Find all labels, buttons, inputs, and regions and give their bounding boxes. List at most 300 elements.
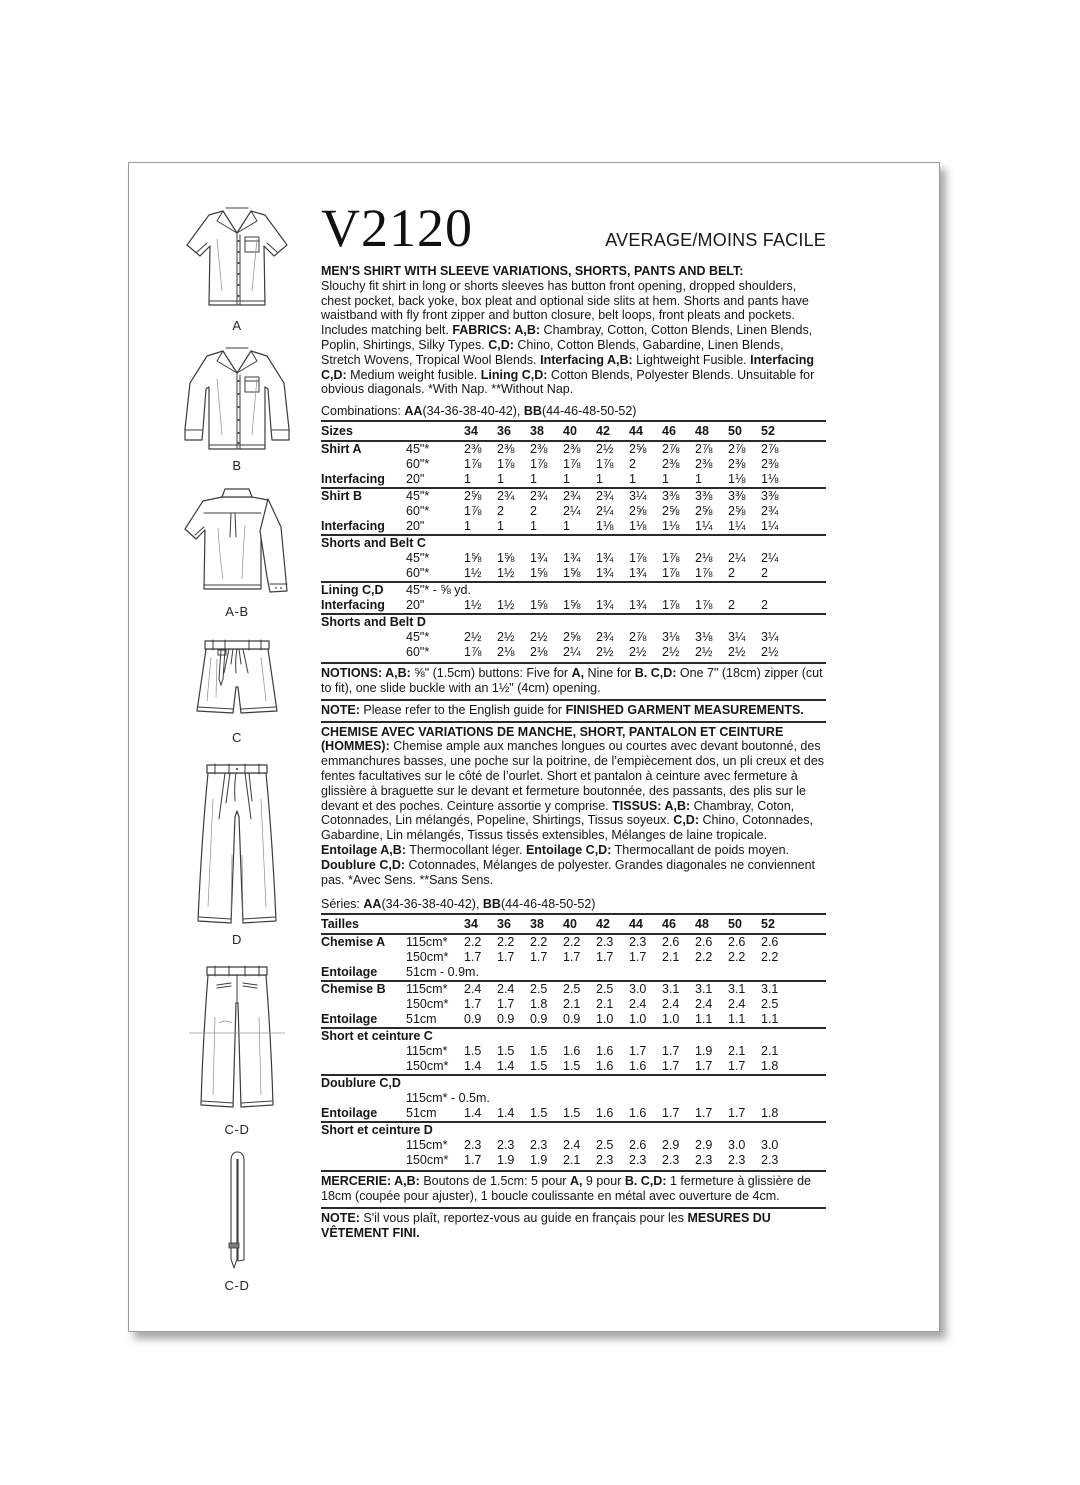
row-label bbox=[321, 997, 406, 1012]
yardage-value: 1.7 bbox=[563, 950, 581, 965]
yardage-value: 2⅝ bbox=[662, 504, 680, 519]
yardage-value: 2.3 bbox=[629, 1153, 647, 1168]
yardage-value: 2⅞ bbox=[629, 630, 647, 645]
yardage-value: 2⅛ bbox=[695, 551, 713, 566]
yardage-value: 1.0 bbox=[662, 1012, 680, 1027]
figure-shirt-back bbox=[173, 483, 301, 619]
yardage-value: 1⅝ bbox=[530, 566, 548, 581]
section-label: Doublure C,D bbox=[321, 1076, 401, 1091]
yardage-value: 2⅝ bbox=[464, 489, 482, 504]
row-label: Interfacing bbox=[321, 472, 385, 487]
fabric-width: 20" bbox=[406, 598, 425, 613]
yardage-value: 2.1 bbox=[761, 1044, 779, 1059]
table-row bbox=[321, 504, 826, 519]
yardage-value: 2.5 bbox=[530, 982, 548, 997]
yardage-value: 1¾ bbox=[596, 598, 614, 613]
yardage-value: 1⅞ bbox=[695, 566, 713, 581]
text-run: AA bbox=[363, 897, 382, 912]
yardage-value: 1⅛ bbox=[629, 519, 647, 534]
row-label: Shirt A bbox=[321, 442, 362, 457]
yardage-value: 2.5 bbox=[563, 982, 581, 997]
yardage-value: 2 bbox=[530, 504, 537, 519]
yardage-value: 2.3 bbox=[596, 1153, 614, 1168]
yardage-value: 3.0 bbox=[629, 982, 647, 997]
text-run: Lightweight Fusible. bbox=[632, 352, 751, 367]
table-row bbox=[321, 1106, 826, 1121]
yardage-value: 0.9 bbox=[530, 1012, 548, 1027]
yardage-value: 1⅝ bbox=[530, 598, 548, 613]
yardage-value: 1¾ bbox=[596, 551, 614, 566]
yardage-value: 2.1 bbox=[596, 997, 614, 1012]
table-row bbox=[321, 1091, 826, 1106]
yardage-value: 1¾ bbox=[530, 551, 548, 566]
french-yardage-table bbox=[321, 913, 826, 1172]
size-column-header: 50 bbox=[728, 424, 742, 439]
yardage-value: 1.5 bbox=[563, 1059, 581, 1074]
text-run: Chino, Cotton Blends, Gabardine, Linen Blends, Stretch Wovens, Tropical Wool Blends. bbox=[321, 337, 784, 367]
table-row bbox=[321, 519, 826, 534]
fabric-width: 115cm* bbox=[406, 1138, 448, 1153]
row-text: 115cm* - 0.5m. bbox=[406, 1091, 490, 1106]
text-run: 1 fermeture à glissière de 18cm (coupée pour ajuster), 1 boucle coulissante en métal avec ouverture de 4cm. bbox=[321, 1174, 812, 1204]
yardage-value: 1⅞ bbox=[662, 566, 680, 581]
yardage-value: 1.7 bbox=[530, 950, 548, 965]
yardage-value: 2 bbox=[728, 598, 735, 613]
yardage-value: 2.3 bbox=[596, 935, 614, 950]
text-run: C,D: bbox=[488, 337, 514, 352]
yardage-value: 3⅜ bbox=[761, 489, 779, 504]
row-label: Entoilage bbox=[321, 1012, 378, 1027]
yardage-value: 2.2 bbox=[728, 950, 746, 965]
yardage-value: 1.5 bbox=[464, 1044, 482, 1059]
table-row bbox=[321, 950, 826, 965]
yardage-value: 2 bbox=[761, 598, 768, 613]
yardage-value: 2.3 bbox=[530, 1138, 548, 1153]
size-column-header: 46 bbox=[662, 424, 676, 439]
yardage-value: 1.7 bbox=[497, 950, 515, 965]
yardage-value: 3.1 bbox=[695, 982, 713, 997]
row-label: Chemise B bbox=[321, 982, 386, 997]
yardage-value: 2⅞ bbox=[761, 442, 779, 457]
fabric-width: 45"* bbox=[406, 489, 430, 504]
text-run: FINISHED GARMENT MEASUREMENTS. bbox=[565, 702, 804, 717]
shirt-long-sleeve-front-illustration bbox=[173, 343, 301, 457]
text-run: BB bbox=[482, 897, 501, 912]
english-description bbox=[321, 264, 826, 397]
text-run: B. C,D: bbox=[624, 1174, 667, 1189]
yardage-value: 2 bbox=[497, 504, 504, 519]
text-run: 9 pour bbox=[582, 1174, 625, 1189]
size-header-label: Tailles bbox=[321, 917, 359, 932]
yardage-value: 1⅞ bbox=[629, 551, 647, 566]
yardage-value: 1⅛ bbox=[662, 519, 680, 534]
yardage-value: 0.9 bbox=[497, 1012, 515, 1027]
yardage-value: 1.5 bbox=[497, 1044, 515, 1059]
yardage-value: 2.6 bbox=[728, 935, 746, 950]
belt-illustration bbox=[205, 1147, 269, 1277]
figure-pants-back bbox=[173, 957, 301, 1137]
yardage-value: 2.5 bbox=[596, 982, 614, 997]
yardage-value: 2¾ bbox=[563, 489, 581, 504]
yardage-value: 1.7 bbox=[464, 997, 482, 1012]
fabric-width: 150cm* bbox=[406, 997, 449, 1012]
yardage-value: 1.7 bbox=[464, 950, 482, 965]
yardage-value: 2¼ bbox=[728, 551, 746, 566]
yardage-value: 2⅜ bbox=[464, 442, 482, 457]
yardage-value: 2.6 bbox=[761, 935, 779, 950]
row-label bbox=[321, 645, 406, 660]
yardage-value: 1⅛ bbox=[596, 519, 614, 534]
row-label: Lining C,D bbox=[321, 583, 384, 598]
table-row bbox=[321, 1027, 826, 1044]
figure-pants bbox=[173, 755, 301, 947]
text-run: Entoilage C,D: bbox=[525, 842, 612, 857]
text-run: Thermocollant léger. bbox=[405, 842, 526, 857]
yardage-value: 3¼ bbox=[761, 630, 779, 645]
yardage-value: 1.8 bbox=[761, 1106, 779, 1121]
size-column-header: 50 bbox=[728, 917, 742, 932]
figure-label: A bbox=[232, 318, 242, 333]
fabric-width: 150cm* bbox=[406, 1153, 449, 1168]
figure-shorts bbox=[173, 629, 301, 745]
row-label bbox=[321, 504, 406, 519]
shirt-back-view-illustration bbox=[173, 483, 301, 603]
yardage-value: 2.3 bbox=[728, 1153, 746, 1168]
yardage-value: 3⅜ bbox=[695, 489, 713, 504]
table-row bbox=[321, 457, 826, 472]
yardage-value: 2.3 bbox=[761, 1153, 779, 1168]
text-run: S'il vous plaît, reportez-vous au guide en français pour les bbox=[359, 1210, 688, 1225]
yardage-value: 1⅝ bbox=[563, 566, 581, 581]
table-row bbox=[321, 472, 826, 487]
text-run: Nine for bbox=[584, 666, 635, 681]
yardage-value: 0.9 bbox=[464, 1012, 482, 1027]
figure-belt bbox=[205, 1147, 269, 1293]
fabric-width: 51cm bbox=[406, 1106, 437, 1121]
text-run: Séries: bbox=[321, 897, 364, 912]
fabric-width: 20" bbox=[406, 472, 425, 487]
row-label: Entoilage bbox=[321, 965, 378, 980]
figure-label: D bbox=[232, 932, 242, 947]
yardage-value: 1⅞ bbox=[662, 551, 680, 566]
fabric-width: 115cm* bbox=[406, 935, 448, 950]
text-run: Chambray, Cotton, Cotton Blends, Linen Blends, Poplin, Shirtings, Silky Types. bbox=[321, 323, 813, 352]
text-run: AA bbox=[404, 404, 423, 419]
garment-views-column bbox=[153, 201, 321, 1331]
yardage-value: 1 bbox=[695, 472, 702, 487]
yardage-value: 1.5 bbox=[530, 1106, 548, 1121]
table-row bbox=[321, 1121, 826, 1138]
table-row bbox=[321, 581, 826, 598]
size-column-header: 40 bbox=[563, 424, 577, 439]
yardage-value: 1½ bbox=[497, 598, 515, 613]
yardage-value: 1.7 bbox=[629, 1044, 647, 1059]
table-row bbox=[321, 965, 826, 980]
table-row bbox=[321, 1074, 826, 1091]
yardage-value: 3.1 bbox=[761, 982, 779, 997]
yardage-value: 2.9 bbox=[662, 1138, 680, 1153]
yardage-value: 1.4 bbox=[464, 1106, 482, 1121]
fabric-width: 115cm* bbox=[406, 982, 448, 997]
text-run: Chambray, Coton, Cotonnades, Lin mélangés, Popeline, Shirtings, Tissus soyeux. bbox=[321, 798, 795, 828]
yardage-value: 2¾ bbox=[596, 630, 614, 645]
table-row bbox=[321, 1153, 826, 1168]
yardage-value: 0.9 bbox=[563, 1012, 581, 1027]
text-run: (44-46-48-50-52) bbox=[541, 404, 637, 419]
yardage-value: 2⅜ bbox=[695, 457, 713, 472]
table-row bbox=[321, 551, 826, 566]
yardage-value: 1¼ bbox=[728, 519, 746, 534]
row-label bbox=[321, 1059, 406, 1074]
text-run: Medium weight fusible. bbox=[346, 367, 481, 382]
yardage-value: 1 bbox=[596, 472, 603, 487]
section-label: Short et ceinture C bbox=[321, 1029, 433, 1044]
figure-label: B bbox=[232, 458, 242, 473]
yardage-value: 2¾ bbox=[596, 489, 614, 504]
yardage-value: 2.3 bbox=[662, 1153, 680, 1168]
yardage-value: 1 bbox=[662, 472, 669, 487]
fabric-width: 45"* bbox=[406, 551, 430, 566]
yardage-value: 1.5 bbox=[530, 1059, 548, 1074]
yardage-value: 2.4 bbox=[728, 997, 746, 1012]
fabric-width: 150cm* bbox=[406, 950, 449, 965]
yardage-value: 1¼ bbox=[695, 519, 713, 534]
yardage-value: 2⅝ bbox=[728, 504, 746, 519]
yardage-value: 2.6 bbox=[629, 1138, 647, 1153]
yardage-value: 1⅞ bbox=[464, 504, 482, 519]
yardage-value: 2½ bbox=[530, 630, 548, 645]
yardage-value: 1⅞ bbox=[563, 457, 581, 472]
yardage-value: 2.2 bbox=[497, 935, 515, 950]
text-run: Boutons de 1.5cm: 5 pour bbox=[419, 1174, 570, 1189]
table-row bbox=[321, 613, 826, 630]
french-combinations bbox=[321, 897, 826, 913]
yardage-value: 1.8 bbox=[530, 997, 548, 1012]
yardage-value: 3⅜ bbox=[728, 489, 746, 504]
table-row bbox=[321, 997, 826, 1012]
table-row bbox=[321, 1059, 826, 1074]
yardage-value: 1⅞ bbox=[530, 457, 548, 472]
table-row bbox=[321, 442, 826, 457]
text-run: (34-36-38-40-42), bbox=[422, 404, 524, 419]
pattern-number: V2120 bbox=[321, 198, 473, 258]
french-note bbox=[321, 1209, 826, 1244]
yardage-value: 1.7 bbox=[728, 1106, 746, 1121]
row-label bbox=[321, 1091, 406, 1106]
yardage-value: 2.1 bbox=[662, 950, 680, 965]
pants-back-view-illustration bbox=[173, 957, 301, 1121]
yardage-value: 2⅛ bbox=[530, 645, 548, 660]
text-run: Slouchy fit shirt in long or shorts sleeves has button front opening, dropped shoulders, chest pocket, back yoke, box pleat and optional side slits at hem. Shorts and pants have waistband with fly front zipper and button closure, belt loops, front pleats and pockets. Includes matching belt. bbox=[321, 278, 809, 338]
shirt-short-sleeve-front-illustration bbox=[173, 201, 301, 317]
row-text: 51cm - 0.9m. bbox=[406, 965, 479, 980]
size-column-header: 52 bbox=[761, 917, 775, 932]
shorts-front-illustration bbox=[173, 629, 301, 729]
yardage-value: 2.9 bbox=[695, 1138, 713, 1153]
pattern-info-column bbox=[321, 198, 826, 1331]
table-row bbox=[321, 487, 826, 504]
yardage-value: 2⅞ bbox=[662, 442, 680, 457]
figure-label: C-D bbox=[224, 1122, 250, 1137]
french-description bbox=[321, 723, 826, 888]
yardage-value: 3.0 bbox=[761, 1138, 779, 1153]
yardage-value: 1.7 bbox=[728, 1059, 746, 1074]
yardage-value: 3.1 bbox=[728, 982, 746, 997]
yardage-value: 1.5 bbox=[563, 1106, 581, 1121]
pants-front-illustration bbox=[173, 755, 301, 931]
figure-shirt-a bbox=[173, 201, 301, 333]
yardage-value: 1¾ bbox=[629, 566, 647, 581]
row-label: Shirt B bbox=[321, 489, 362, 504]
fabric-width: 115cm* bbox=[406, 1044, 448, 1059]
yardage-value: 1 bbox=[563, 519, 570, 534]
yardage-value: 2⅜ bbox=[563, 442, 581, 457]
yardage-value: 1⅝ bbox=[497, 551, 515, 566]
table-cell bbox=[406, 424, 464, 439]
yardage-value: 1 bbox=[464, 519, 471, 534]
yardage-value: 3⅛ bbox=[662, 630, 680, 645]
yardage-value: 2.2 bbox=[563, 935, 581, 950]
yardage-value: 1.7 bbox=[695, 1059, 713, 1074]
yardage-value: 1.6 bbox=[563, 1044, 581, 1059]
yardage-value: 2⅜ bbox=[728, 457, 746, 472]
size-column-header: 52 bbox=[761, 424, 775, 439]
fabric-width: 45"* bbox=[406, 630, 430, 645]
yardage-value: 1 bbox=[530, 519, 537, 534]
yardage-value: 1 bbox=[497, 519, 504, 534]
text-run: Lining C,D: bbox=[480, 367, 548, 382]
yardage-value: 2½ bbox=[728, 645, 746, 660]
yardage-value: 2.3 bbox=[497, 1138, 515, 1153]
yardage-value: 2.5 bbox=[596, 1138, 614, 1153]
size-header-label: Sizes bbox=[321, 424, 353, 439]
yardage-value: 2¼ bbox=[563, 504, 581, 519]
table-row bbox=[321, 915, 826, 935]
yardage-value: 1.7 bbox=[497, 997, 515, 1012]
figure-label: C-D bbox=[224, 1278, 250, 1293]
fabric-width: 60"* bbox=[406, 645, 430, 660]
text-run: Cotton Blends, Polyester Blends. Unsuitable for obvious diagonals. *With Nap. **Without Nap. bbox=[321, 367, 815, 397]
text-run: Doublure C,D: bbox=[321, 857, 406, 872]
yardage-value: 1¾ bbox=[563, 551, 581, 566]
text-run: Cotonnades, Mélanges de polyester. Grandes diagonales ne conviennent pas. *Avec Sens. **Sans Sens. bbox=[321, 857, 816, 887]
yardage-value: 1½ bbox=[464, 598, 482, 613]
yardage-value: 1.4 bbox=[464, 1059, 482, 1074]
table-row bbox=[321, 422, 826, 442]
yardage-value: 1 bbox=[563, 472, 570, 487]
size-column-header: 48 bbox=[695, 424, 709, 439]
yardage-value: 1⅛ bbox=[761, 472, 779, 487]
text-run: NOTIONS: A,B: bbox=[321, 666, 411, 681]
yardage-value: 1.7 bbox=[596, 950, 614, 965]
fabric-width: 150cm* bbox=[406, 1059, 449, 1074]
yardage-value: 1.8 bbox=[761, 1059, 779, 1074]
english-note bbox=[321, 701, 826, 723]
yardage-value: 2⅜ bbox=[761, 457, 779, 472]
yardage-value: 2.1 bbox=[563, 1153, 581, 1168]
text-run: TISSUS: A,B: bbox=[612, 798, 691, 813]
yardage-value: 1.9 bbox=[695, 1044, 713, 1059]
yardage-value: 2.4 bbox=[662, 997, 680, 1012]
row-label bbox=[321, 457, 406, 472]
yardage-value: 2.1 bbox=[728, 1044, 746, 1059]
size-column-header: 44 bbox=[629, 424, 643, 439]
yardage-value: 2.2 bbox=[695, 950, 713, 965]
yardage-value: 2.3 bbox=[629, 935, 647, 950]
size-column-header: 42 bbox=[596, 424, 610, 439]
yardage-value: 1⅝ bbox=[464, 551, 482, 566]
text-run: (34-36-38-40-42), bbox=[381, 897, 483, 912]
yardage-value: 1 bbox=[530, 472, 537, 487]
yardage-value: 3.1 bbox=[662, 982, 680, 997]
figure-shirt-b bbox=[173, 343, 301, 473]
yardage-value: 1.1 bbox=[761, 1012, 779, 1027]
yardage-value: 2½ bbox=[497, 630, 515, 645]
text-run: A, bbox=[571, 666, 585, 681]
yardage-value: 2⅛ bbox=[497, 645, 515, 660]
fabric-width: 60"* bbox=[406, 504, 430, 519]
yardage-value: 1¼ bbox=[761, 519, 779, 534]
yardage-value: 1⅞ bbox=[596, 457, 614, 472]
yardage-value: 1.7 bbox=[629, 950, 647, 965]
row-label: Interfacing bbox=[321, 598, 385, 613]
yardage-value: 3.0 bbox=[728, 1138, 746, 1153]
table-row bbox=[321, 645, 826, 660]
row-label bbox=[321, 566, 406, 581]
yardage-value: 1.6 bbox=[596, 1059, 614, 1074]
yardage-value: 3⅛ bbox=[695, 630, 713, 645]
text-run: Chemise ample aux manches longues ou courtes avec devant boutonné, des emmanchures basses, une poche sur la poitrine, de l’empiècement dos, un pli creux et des fentes facultatives sur le côté de l’ourlet. Short et pantalon à ceinture avec fermeture à glissière à braguette sur le devant et fermeture boutonnée, des passants, des plis sur le devant et des poches. Ceinture assortie y comprise. bbox=[321, 739, 825, 813]
section-label: Short et ceinture D bbox=[321, 1123, 433, 1138]
yardage-value: 2½ bbox=[464, 630, 482, 645]
yardage-value: 1 bbox=[464, 472, 471, 487]
size-column-header: 38 bbox=[530, 917, 544, 932]
table-row bbox=[321, 1044, 826, 1059]
table-row bbox=[321, 1012, 826, 1027]
difficulty-level: AVERAGE/MOINS FACILE bbox=[605, 230, 826, 250]
table-cell bbox=[406, 917, 464, 932]
yardage-value: 1⅞ bbox=[662, 598, 680, 613]
size-column-header: 40 bbox=[563, 917, 577, 932]
row-label: Chemise A bbox=[321, 935, 386, 950]
yardage-value: 1⅞ bbox=[464, 645, 482, 660]
row-label bbox=[321, 1138, 406, 1153]
yardage-value: 2⅜ bbox=[497, 442, 515, 457]
yardage-value: 3⅜ bbox=[662, 489, 680, 504]
text-run: MESURES DU VÊTEMENT FINI. bbox=[321, 1210, 771, 1240]
row-label bbox=[321, 950, 406, 965]
table-row bbox=[321, 598, 826, 613]
header-row bbox=[321, 198, 826, 258]
yardage-value: 2½ bbox=[596, 442, 614, 457]
size-column-header: 46 bbox=[662, 917, 676, 932]
english-combinations bbox=[321, 404, 826, 420]
yardage-value: 2.6 bbox=[695, 935, 713, 950]
fabric-width: 51cm bbox=[406, 1012, 437, 1027]
text-run: Chino, Cotonnades, Gabardine, Lin mélangés, Tissus tissés extensibles, Mélanges de laine tropicale. bbox=[321, 813, 813, 843]
section-label: Shorts and Belt D bbox=[321, 615, 426, 630]
text-run: FABRICS: A,B: bbox=[452, 323, 541, 338]
yardage-value: 1.6 bbox=[596, 1106, 614, 1121]
yardage-value: 2¼ bbox=[761, 551, 779, 566]
text-run: NOTE: bbox=[321, 702, 360, 717]
table-row bbox=[321, 980, 826, 997]
yardage-value: 1.6 bbox=[629, 1106, 647, 1121]
yardage-value: 2⅞ bbox=[695, 442, 713, 457]
text-run: Combinations: bbox=[321, 404, 405, 419]
fabric-width: 20" bbox=[406, 519, 425, 534]
yardage-value: 1 bbox=[629, 472, 636, 487]
